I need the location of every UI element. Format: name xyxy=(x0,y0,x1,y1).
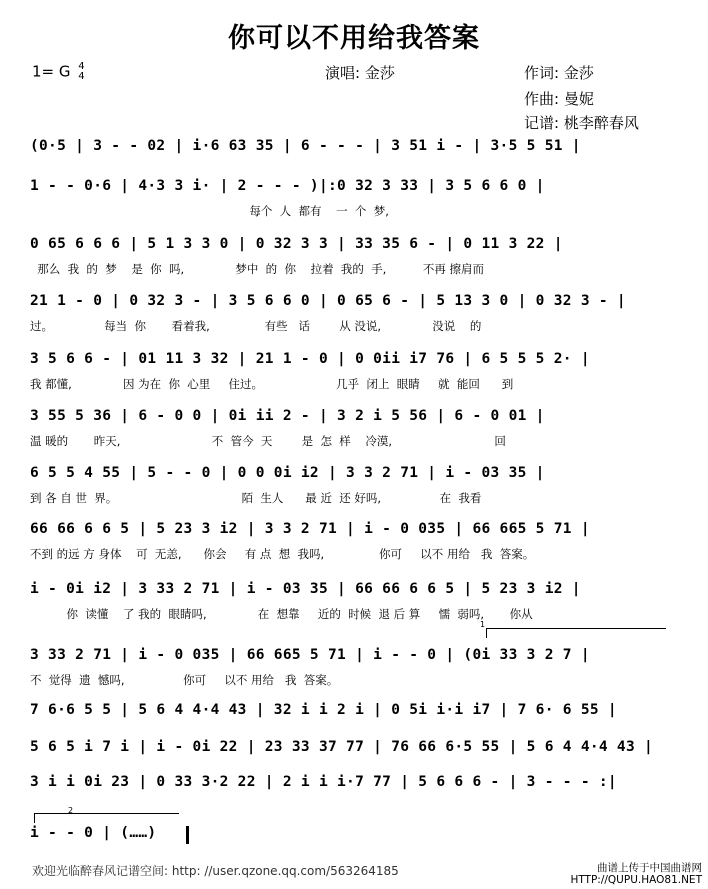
lyric-row: 那么 我 的 梦 是 你 吗, 梦中 的 你 拉着 我的 手, 不再 擦肩而 xyxy=(30,262,485,276)
footer-text: 欢迎光临醉春风记谱空间: http: //user.qzone.qq.com/563264185 xyxy=(32,864,399,878)
notation-row: 0 65 6 6 6 | 5 1 3 3 0 | 0 32 3 3 | 33 35 6 - | 0 11 3 22 | xyxy=(30,236,563,252)
lyric-row: 我 都懂, 因 为在 你 心里 住过。 几乎 闭上 眼睛 就 能回 到 xyxy=(30,377,514,391)
time-numerator: 4 xyxy=(78,61,85,72)
final-barline xyxy=(186,826,189,844)
key-label: 1= G xyxy=(32,62,71,81)
volta-1-bracket xyxy=(486,628,666,629)
site-line-2: HTTP://QUPU.HAO81.NET xyxy=(570,874,702,886)
volta-1-left xyxy=(486,628,487,638)
transcriber-credit: 记谱: 桃李醉春风 xyxy=(524,114,639,132)
volta-2-number: 2 xyxy=(68,806,74,815)
time-signature xyxy=(78,62,84,82)
singer-credit: 演唱: 金莎 xyxy=(325,64,395,82)
notation-row: 3 5 6 6 - | 01 11 3 32 | 21 1 - 0 | 0 0ii i7 76 | 6 5 5 5 2· | xyxy=(30,351,590,367)
notation-row: 3 i i 0i 23 | 0 33 3·2 22 | 2 i i i·7 77 | 5 6 6 6 - | 3 - - - :| xyxy=(30,774,617,790)
volta-1-number: 1 xyxy=(480,620,486,629)
site-watermark xyxy=(570,862,702,886)
lyric-row: 每个 人 都有 一 个 梦, xyxy=(30,204,389,218)
notation-row: 21 1 - 0 | 0 32 3 - | 3 5 6 6 0 | 0 65 6 - | 5 13 3 0 | 0 32 3 - | xyxy=(30,293,626,309)
lyric-row: 过。 每当 你 看着我, 有些 话 从 没说, 没说 的 xyxy=(30,319,482,333)
lyricist-credit: 作词: 金莎 xyxy=(524,64,594,82)
notation-row: 3 55 5 36 | 6 - 0 0 | 0i ii 2 - | 3 2 i 5 56 | 6 - 0 01 | xyxy=(30,408,545,424)
lyric-row: 你 读懂 了 我的 眼睛吗, 在 想靠 近的 时候 退 后 算 懦 弱吗, 你从 xyxy=(30,607,533,621)
lyric-row: 到 各 自 世 界。 陌 生人 最 近 还 好吗, 在 我看 xyxy=(30,491,482,505)
lyric-row: 不到 的远 方 身体 可 无恙, 你会 有 点 想 我吗, 你可 以不 用给 我 答案。 xyxy=(30,547,535,561)
site-line-1: 曲谱上传于中国曲谱网 xyxy=(597,862,702,874)
volta-2-bracket xyxy=(34,813,179,814)
notation-row: i - 0i i2 | 3 33 2 71 | i - 03 35 | 66 66 6 6 5 | 5 23 3 i2 | xyxy=(30,581,581,597)
notation-row: 66 66 6 6 5 | 5 23 3 i2 | 3 3 2 71 | i - 0 035 | 66 665 5 71 | xyxy=(30,521,590,537)
notation-row: 1 - - 0·6 | 4·3 3 i· | 2 - - - )|:0 32 3 33 | 3 5 6 6 0 | xyxy=(30,178,545,194)
key-signature xyxy=(32,62,85,82)
notation-row: 3 33 2 71 | i - 0 035 | 66 665 5 71 | i - - 0 | (0i 33 3 2 7 | xyxy=(30,647,590,663)
lyric-row: 不 觉得 遗 憾吗, 你可 以不 用给 我 答案。 xyxy=(30,673,339,687)
time-denominator: 4 xyxy=(78,71,85,82)
notation-row: i - - 0 | (……) xyxy=(30,825,157,841)
notation-row: 6 5 5 4 55 | 5 - - 0 | 0 0 0i i2 | 3 3 2 71 | i - 03 35 | xyxy=(30,465,545,481)
composer-credit: 作曲: 曼妮 xyxy=(524,90,594,108)
notation-row: 5 6 5 i 7 i | i - 0i 22 | 23 33 37 77 | 76 66 6·5 55 | 5 6 4 4·4 43 | xyxy=(30,739,654,755)
notation-row: (0·5 | 3 - - 02 | i·6 63 35 | 6 - - - | 3 51 i - | 3·5 5 51 | xyxy=(30,138,581,154)
volta-2-left xyxy=(34,813,35,823)
song-title: 你可以不用给我答案 xyxy=(228,23,480,54)
notation-row: 7 6·6 5 5 | 5 6 4 4·4 43 | 32 i i 2 i | 0 5i i·i i7 | 7 6· 6 55 | xyxy=(30,702,617,718)
lyric-row: 温 暖的 昨天, 不 管今 天 是 怎 样 冷漠, 回 xyxy=(30,434,506,448)
